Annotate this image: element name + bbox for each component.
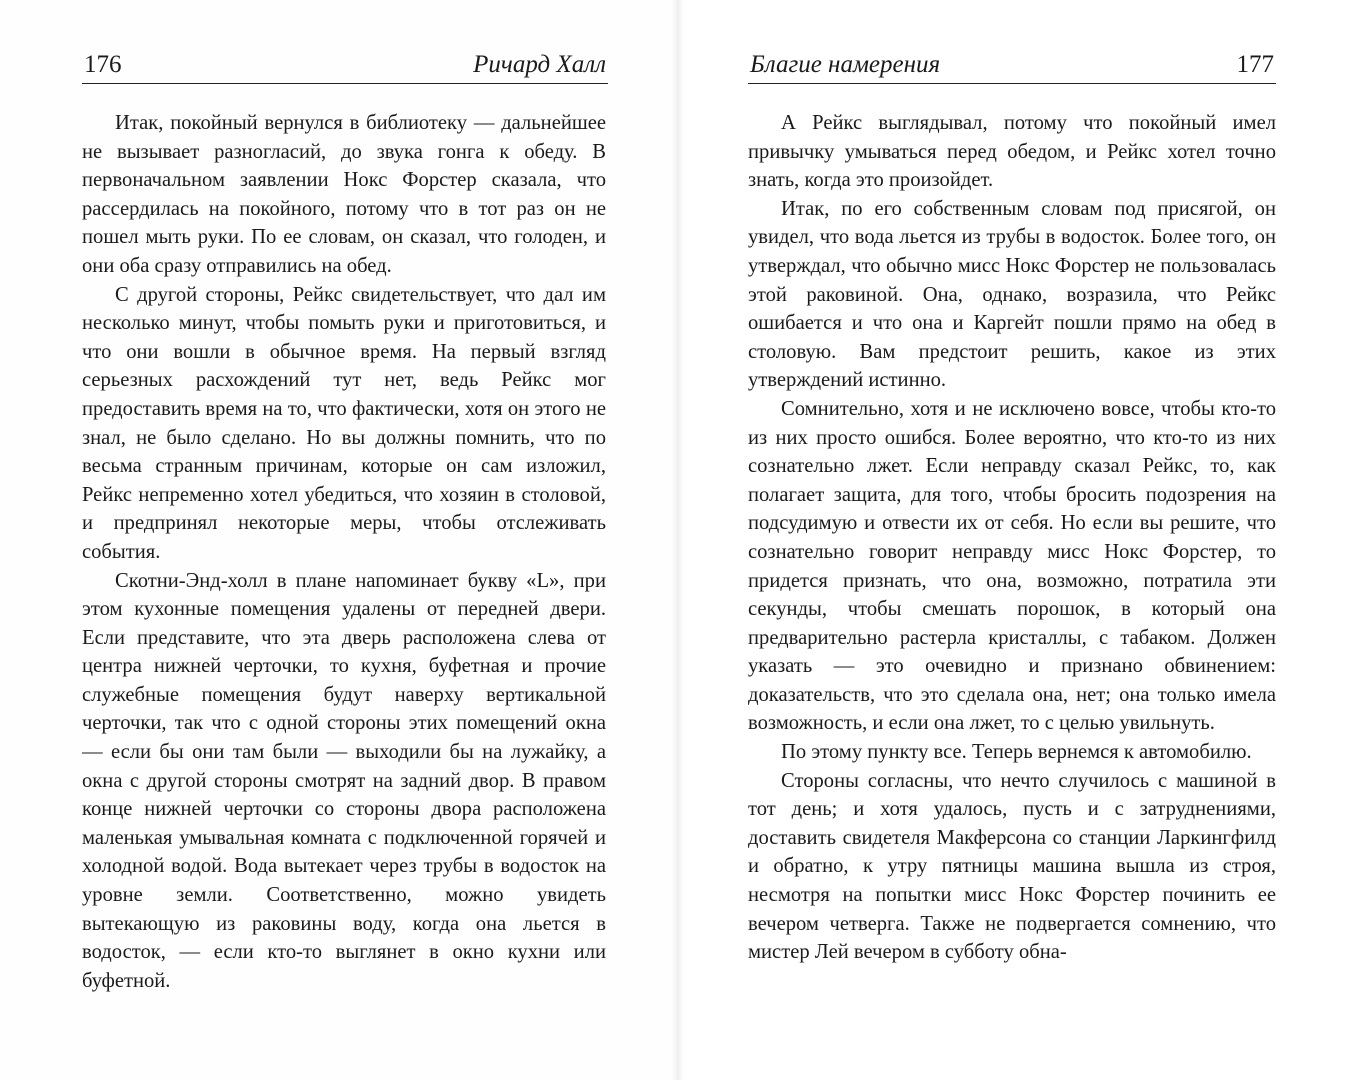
right-body-text	[748, 109, 1276, 967]
right-page	[678, 0, 1356, 1080]
left-body-text	[82, 109, 606, 995]
left-header-rule	[82, 83, 608, 84]
left-paragraph-1: Итак, покойный вернулся в библиотеку — дальнейшее не вызывает разногласий, до звука гонга к обеду. В первоначальном заявлении Нокс Форстер сказала, что рассердилась на покойного, потому что в тот раз он не пошел мыть руки. По ее словам, он сказал, что голоден, и они оба сразу отправились на обед.	[82, 112, 606, 277]
book-gutter-shadow	[672, 0, 684, 1080]
right-paragraph-4: По этому пункту все. Теперь вернемся к автомобилю.	[781, 741, 1252, 764]
left-page-number: 176	[84, 51, 122, 78]
left-paragraph-2: С другой стороны, Рейкс свидетельствует, что дал им несколько минут, чтобы помыть руки и приготовиться, и что они вошли в обычное время. На первый взгляд серьезных расхождений тут нет, ведь Рейкс мог предоставить время на то, что фактически, хотя он этого не знал, не было сделано. Но вы должны помнить, что по весьма странным причинам, которые он сам изложил, Рейкс непременно хотел убедиться, что хозяин в столовой, и предпринял некоторые меры, чтобы отслеживать события.	[82, 283, 606, 563]
right-paragraph-3: Сомнительно, хотя и не исключено вовсе, чтобы кто-то из них просто ошибся. Более вероятно, что кто-то из них сознательно лжет. Если неправду сказал Рейкс, то, как полагает защита, для того, чтобы бросить подозрения на подсудимую и отвести их от себя. Но если вы решите, что сознательно говорит неправду мисс Нокс Форстер, то придется признать, что она, возможно, потратила эти секунды, чтобы смешать порошок, в который она предварительно растерла кристаллы, с табаком. Должен указать — это очевидно и признано обвинением: доказательств, что это сделала она, нет; она только имела возможность, и если она лжет, то с целью увильнуть.	[748, 397, 1276, 735]
right-page-number: 177	[1236, 51, 1274, 78]
right-header-rule	[748, 83, 1276, 84]
right-paragraph-1: А Рейкс выглядывал, потому что покойный имел привычку умываться перед обедом, и Рейкс хотел точно знать, когда это произойдет.	[748, 112, 1276, 192]
right-running-title: Благие намерения	[750, 51, 941, 78]
left-running-title: Ричард Халл	[473, 51, 606, 78]
right-paragraph-5: Стороны согласны, что нечто случилось с машиной в тот день; и хотя удалось, пусть и с затруднениями, доставить свидетеля Макферсона со станции Ларкингфилд и обратно, к утру пятницы машина вышла из строя, несмотря на попытки мисс Нокс Форстер починить ее вечером четверга. Также не подвергается сомнению, что мистер Лей вечером в субботу обна-	[748, 769, 1276, 964]
right-paragraph-2: Итак, по его собственным словам под присягой, он увидел, что вода льется из трубы в водосток. Более того, он утверждал, что обычно мисс Нокс Форстер не пользовалась этой раковиной. Она, однако, возразила, что Рейкс ошибается и что она и Каргейт пошли прямо на обед в столовую. Вам предстоит решить, какое из этих утверждений истинно.	[748, 197, 1276, 392]
right-running-head	[750, 48, 1274, 82]
left-paragraph-3: Скотни-Энд-холл в плане напоминает букву «L», при этом кухонные помещения удалены от передней двери. Если представите, что эта дверь расположена слева от центра нижней черточки, то кухня, буфетная и прочие служебные помещения будут наверху вертикальной черточки, так что с одной стороны этих помещений окна — если бы они там были — выходили бы на лужайку, а окна с другой стороны смотрят на задний двор. В правом конце нижней черточки со стороны двора расположена маленькая умывальная комната с подключенной горячей и холодной водой. Вода вытекает через трубы в водосток на уровне земли. Соответственно, можно увидеть вытекающую из раковины воду, когда она льется в водосток, — если кто-то выглянет в окно кухни или буфетной.	[82, 569, 606, 992]
left-running-head	[84, 48, 606, 82]
